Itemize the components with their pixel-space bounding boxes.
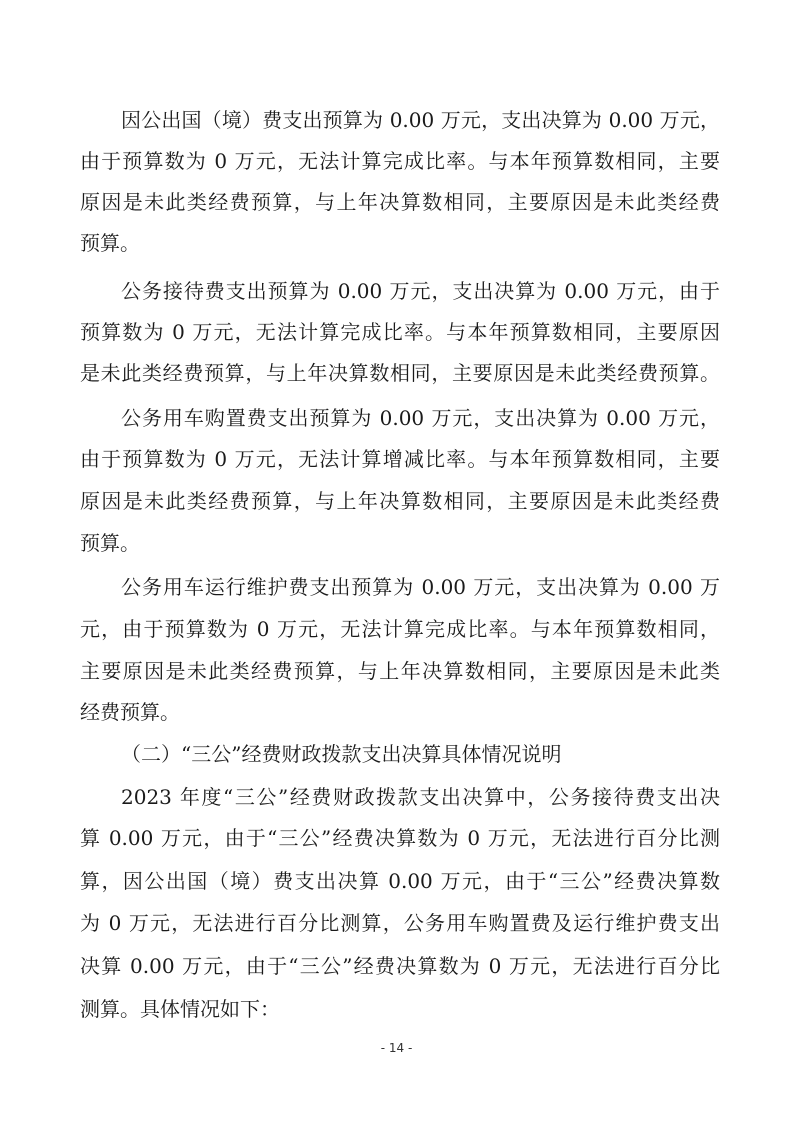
paragraph-1-line-1: 因公出国（境）费支出预算为 0.00 万元，支出决算为 0.00 万元， xyxy=(121,108,720,132)
paragraph-3-line-3: 原因是未此类经费预算，与上年决算数相同，主要原因是未此类经费 xyxy=(80,489,720,513)
paragraph-3-line-1: 公务用车购置费支出预算为 0.00 万元，支出决算为 0.00 万元， xyxy=(121,406,720,430)
paragraph-3-line-4: 预算。 xyxy=(80,531,140,555)
paragraph-2-line-1: 公务接待费支出预算为 0.00 万元，支出决算为 0.00 万元，由于 xyxy=(121,279,720,303)
paragraph-1-line-3: 原因是未此类经费预算，与上年决算数相同，主要原因是未此类经费 xyxy=(80,190,720,214)
paragraph-2-line-3: 是未此类经费预算，与上年决算数相同，主要原因是未此类经费预算。 xyxy=(80,361,720,385)
paragraph-6-line-3: 算，因公出国（境）费支出决算 0.00 万元，由于“三公”经费决算数 xyxy=(80,869,720,893)
paragraph-4-line-1: 公务用车运行维护费支出预算为 0.00 万元，支出决算为 0.00 万 xyxy=(121,575,720,599)
section-heading: （二）“三公”经费财政拨款支出决算具体情况说明 xyxy=(121,742,562,766)
paragraph-3-line-2: 由于预算数为 0 万元，无法计算增减比率。与本年预算数相同，主要 xyxy=(80,447,720,471)
paragraph-1-line-4: 预算。 xyxy=(80,231,140,255)
paragraph-6-line-1: 2023 年度“三公”经费财政拨款支出决算中，公务接待费支出决 xyxy=(121,785,720,809)
paragraph-2-line-2: 预算数为 0 万元，无法计算完成比率。与本年预算数相同，主要原因 xyxy=(80,320,720,344)
paragraph-1-line-2: 由于预算数为 0 万元，无法计算完成比率。与本年预算数相同，主要 xyxy=(80,149,720,173)
paragraph-6-line-6: 测算。具体情况如下： xyxy=(80,997,280,1021)
paragraph-4-line-3: 主要原因是未此类经费预算，与上年决算数相同，主要原因是未此类 xyxy=(80,659,720,683)
paragraph-6-line-5: 决算 0.00 万元，由于“三公”经费决算数为 0 万元，无法进行百分比 xyxy=(80,954,720,978)
paragraph-6-line-4: 为 0 万元，无法进行百分比测算，公务用车购置费及运行维护费支出 xyxy=(80,911,720,935)
page-number: - 14 - xyxy=(380,1041,413,1055)
paragraph-6-line-2: 算 0.00 万元，由于“三公”经费决算数为 0 万元，无法进行百分比测 xyxy=(80,826,720,850)
paragraph-4-line-4: 经费预算。 xyxy=(80,700,180,724)
paragraph-4-line-2: 元，由于预算数为 0 万元，无法计算完成比率。与本年预算数相同， xyxy=(80,617,720,641)
